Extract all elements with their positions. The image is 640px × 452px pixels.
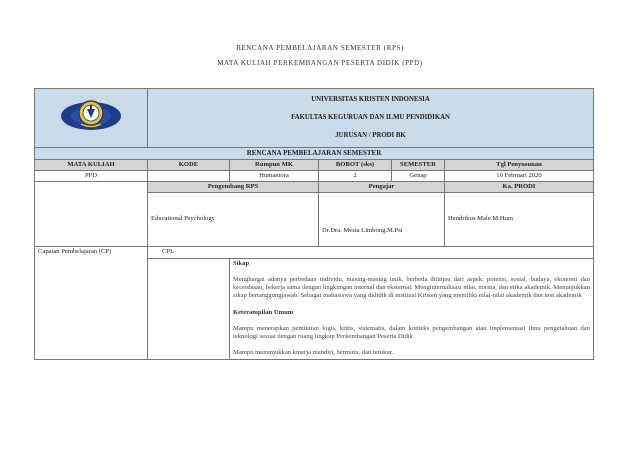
course-code	[148, 170, 230, 181]
course-rumpun: Humaniora	[230, 170, 319, 181]
staff-lecturer: Dr.Dra. Mesta Limbong.M.Psi	[319, 193, 445, 247]
keterampilan-text-1: Mampu menerapkan pemikiran logis, kritis, sistematis, dalam konteks pengembangan atau implementasi ilmu pengetahuan dan teknologi sesuai dengan ruang lingkup Perkembangan Peserta Didik	[233, 324, 590, 341]
document-title: RENCANA PEMBELAJARAN SEMESTER (RPS)	[236, 44, 404, 52]
sikap-text: Menghargai adanya perbedaan individu, masing-masing unik, berbeda ditinjau dari aspek: potensi, sosial, budaya, ekonomi dan kecerdasan, bekerja sama dengan lingkungan internal dan eksternal. Menginternalisasi nilai, norma, dan etika akademik. Menunjukkan sikap bertanggungjawab. Sebagai mahasiswa yang dididik di institusi Kristen yang memiliki nilai-nilai akademik dan non akademik	[233, 275, 590, 300]
course-date: 10 Februari 2020	[445, 170, 594, 181]
document-subtitle: MATA KULIAH PERKEMBANGAN PESERTA DIDIK (PPD)	[217, 59, 423, 67]
rps-table	[34, 88, 594, 360]
university-name: UNIVERSITAS KRISTEN INDONESIA	[311, 96, 430, 103]
course-semester: Genap	[392, 170, 445, 181]
cp-indent-cell	[148, 258, 230, 359]
header-row	[35, 89, 594, 148]
col-tgl: Tgl Penyusunan	[445, 159, 594, 170]
staff-empty-cell	[35, 182, 148, 247]
logo-cell	[35, 89, 148, 148]
department-name: JURUSAN / PRODI BK	[335, 132, 406, 139]
col-pengajar: Pengajar	[319, 182, 445, 193]
cp-label: Capaian Pembelajaran (CP)	[35, 247, 148, 359]
university-seal-icon	[59, 93, 123, 139]
sikap-title: Sikap	[233, 259, 250, 267]
col-kode: KODE	[148, 159, 230, 170]
staff-developer: Educational Psychology	[148, 193, 319, 247]
cp-content	[230, 258, 594, 359]
university-info	[148, 89, 594, 148]
col-kaprodi: Ka. PRODI	[445, 182, 594, 193]
staff-header-row	[35, 182, 594, 193]
staff-head: Hendrikus Male.M.Hum	[445, 193, 594, 247]
col-rumpun: Rumpun MK	[230, 159, 319, 170]
col-pengembang: Pengembang RPS	[148, 182, 319, 193]
course-sks: 2	[319, 170, 392, 181]
course-name: PPD	[35, 170, 148, 181]
course-header-row	[35, 159, 594, 170]
course-row	[35, 170, 594, 181]
cpl-label: CPL	[148, 247, 594, 258]
section-title-row	[35, 148, 594, 160]
faculty-name: FAKULTAS KEGURUAN DAN ILMU PENDIDIKAN	[291, 114, 450, 121]
col-bobot: BOBOT (sks)	[319, 159, 392, 170]
section-title: RENCANA PEMBELAJARAN SEMESTER	[35, 148, 594, 160]
col-semester: SEMESTER	[392, 159, 445, 170]
cpl-row	[35, 247, 594, 258]
keterampilan-text-2: Mampu menunjukkan kinerja mandiri, bermutu, dan terukur.	[233, 349, 394, 357]
col-mata-kuliah: MATA KULIAH	[35, 159, 148, 170]
keterampilan-title: Keterampilan Umum	[233, 308, 294, 316]
